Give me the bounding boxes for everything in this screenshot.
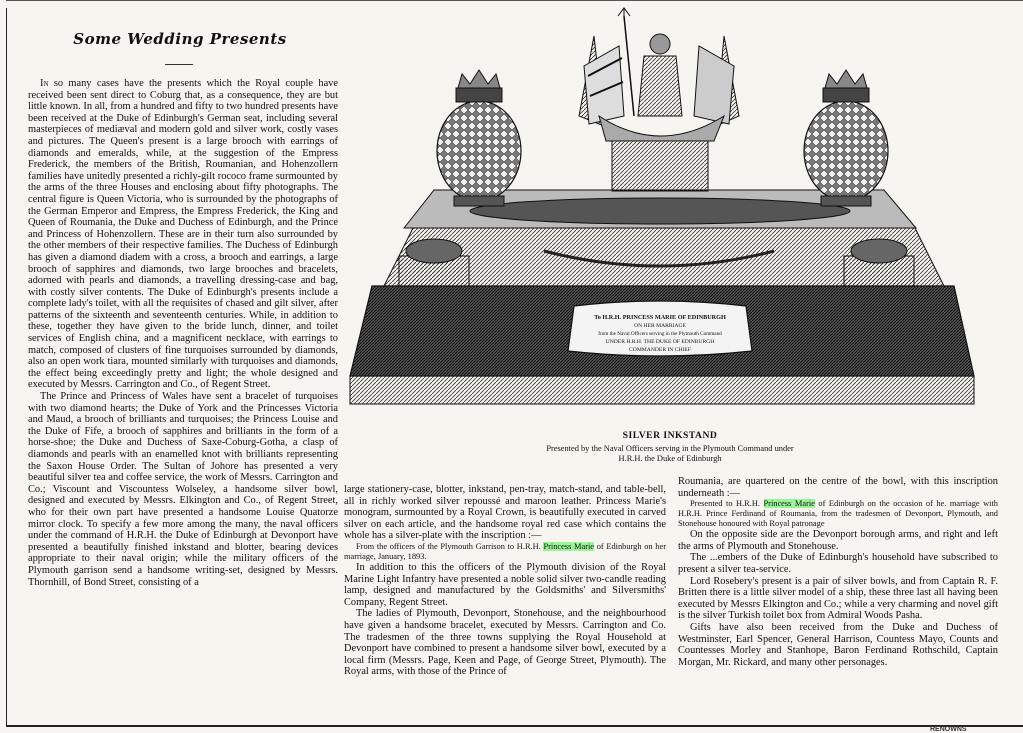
column-left — [28, 78, 338, 588]
plaque-line: UNDER H.R.H. THE DUKE OF EDINBURGH — [605, 339, 715, 345]
lion-figure-left — [399, 239, 469, 286]
left-column-rule — [6, 8, 7, 726]
next-page-fragment: RENOWNS — [930, 726, 967, 733]
paragraph: The ladies of Plymouth, Devonport, Stonehouse, and the neighbourhood have given a handsome bracelet, executed by Messrs. Carrington and Co. The tradesmen of the three towns supplying the Royal Household at Devonport have combined to present a handsome silver bowl, executed by a local firm (Messrs. Page, Keen and Page, of George Street, Plymouth). The Royal arms, with those of the Prince of — [344, 608, 666, 678]
quote-text: of Edinburgh on the occasion of he. marriage with H.R.H. Prince Ferdinand of Roumania, from the tradesmen of Devonport, Plymouth, and Stonehouse honoured with Royal patronage — [678, 499, 998, 529]
quote-text: Presented to H.R.H. — [690, 499, 764, 509]
inkstand-base — [350, 190, 974, 404]
title-divider — [165, 64, 193, 65]
paragraph-text: so many cases have the presents which the Royal couple have received been sent direct to Coburg that, as a consequence, they are but little known. In all, from a hundred and fifty to two hundred presents have been received at the Duke of Edinburgh's German seat, including several masterpieces of mediæval and modern gold and silver work, costly vases and pictures. The Queen's present is a large brooch with earrings of diamonds and emeralds, while, at the suggestion of the Empress Frederick, the members of the British, Roumanian, and Hohenzollern families have unitedly presented a richly-gilt rococo frame surmounted by the arms of the three Houses and enclosing about fifty photographs. The central figure is Queen Victoria, who is surrounded by the photographs of the German Emperor and Empress, the Empress Frederick, the King and Queen of Roumania, the Duke and Duchess of Edinburgh, and the Prince and Princess of Hohenzollern. These are in their turn also surrounded by the other members of their respective families. The Duchess of Edinburgh has given a diamond diadem with a cross, a brooch and earrings, a large brooch of sapphires and diamonds, two large brooches and bracelets, adorned with pearls and diamonds, a travelling dressing-case and bag, with costly silver contents. The Duke of Edinburgh's presents include a complete lady's toilet, with all the requisites of chased and gilt silver, after patterns of the sixteenth and seventeenth centuries. While, in addition to these, together they have given to the bride lunch, dinner, and toilet services of English china, and a magnificent necklace, with earrings to match, composed of clusters of fine turquoises surrounded by diamonds, also an open work tiara, mounted similarly with turquoises and diamonds, the effect being exceedingly pretty and light; the whole designed and executed by Messrs. Carrington and Co., of Regent Street. — [28, 78, 338, 391]
figure-caption-title: SILVER INKSTAND — [622, 430, 718, 441]
paragraph: The ...embers of the Duke of Edinburgh's household have subscribed to present a silver tea-service. — [678, 552, 998, 575]
inscription-quote — [678, 499, 998, 529]
britannia-figure — [579, 8, 739, 191]
caption-line: Presented by the Naval Officers serving in the Plymouth Command under — [546, 444, 794, 453]
plaque-line: To H.R.H. PRINCESS MARIE OF EDINBURGH — [594, 314, 726, 321]
plaque-line: COMMANDER IN CHIEF — [629, 347, 691, 353]
column-right — [678, 476, 998, 668]
paragraph — [28, 78, 338, 391]
plaque-line: from the Naval Officers serving in the Plymouth Command — [598, 331, 722, 337]
bottom-rule — [6, 725, 1023, 727]
highlighted-name: Princess Marie — [543, 541, 595, 551]
figure-caption — [480, 444, 860, 463]
silver-inkstand-engraving — [344, 6, 976, 430]
paragraph: Lord Rosebery's present is a pair of silver bowls, and from Captain R. F. Britten there is a little silver model of a ship, these three last all having been executed by Messrs Elkington and Co.; while a very charming and novel gift is the silver Turkish toilet box from Admiral Woods Pasha. — [678, 575, 998, 622]
paragraph: large stationery-case, blotter, inkstand, pen-tray, match-stand, and table-bell, all in richly worked silver repoussé and maroon leather. Princess Marie's monogram, surmounted by a Royal Crown, is beautifully executed in carved silver on each article, and the handsome royal red case which contains the whole has a silver-plate with the inscription :— — [344, 484, 666, 542]
quote-text: From the officers of the Plymouth Garrison to H.R.H. — [356, 541, 544, 551]
dedication-plaque — [568, 301, 752, 356]
plaque-line: ON HER MARRIAGE — [634, 323, 686, 329]
caption-line: H.R.H. the Duke of Edinburgh — [618, 453, 722, 463]
highlighted-name: Princess Marie — [763, 499, 815, 509]
paragraph: The Prince and Princess of Wales have sent a bracelet of turquoises with two diamond hearts; the Duke of York and the Princesses Victoria and Maud, a brooch of brilliants and turquoises; the Princess Louise and the Duke of Fife, a brooch of sapphires and brilliants in the form of a horse-shoe; the Duke and Duchess of Saxe-Coburg-Gotha, a clasp of diamonds and pearls with an enamelled knot with brilliants representing the Saxon House Order. The Sultan of Johore has presented a very beautiful silver tea and coffee service, the work of Messrs. Carrington and Co.; Viscount and Viscountess Wolseley, a handsome silver bowl, designed and executed by Messrs. Elkington and Co., of Regent Street, who for their own part have presented a handsome Louise Quatorze mirror clock. To specify a few more among the many, the naval officers under the command of H.R.H. the Duke of Edinburgh at Devonport have presented a beautifully finished inkstand and blotter, bearing devices appropriate to their naval origin; while the military officers of the Plymouth garrison send a handsome writing-set, designed by Messrs. Thornhill, of Bond Street, consisting of a — [28, 391, 338, 588]
lion-figure-right — [844, 239, 914, 286]
paragraph: On the opposite side are the Devonport borough arms, and right and left the arms of Plymouth and Stonehouse. — [678, 529, 998, 552]
paragraph: Gifts have also been received from the Duke and Duchess of Westminster, Earl Spencer, General Harrison, Countess Mayo, Counts and Countesses Morley and Stanhope, Baron Ferdinand Rothschild, Captain Morgan, Mr. Rickard, and many other personages. — [678, 621, 998, 668]
inkwell-left — [437, 70, 521, 206]
quote-text: of Edinburgh on her marriage, January, 1893. — [344, 541, 666, 561]
drop-cap: In — [40, 78, 49, 89]
article-title: Some Wedding Presents — [73, 30, 287, 48]
column-middle — [344, 484, 666, 678]
paragraph: Roumania, are quartered on the centre of the bowl, with this inscription underneath :— — [678, 476, 998, 499]
inscription-quote — [344, 542, 666, 562]
inkwell-right — [804, 70, 888, 206]
top-rule — [6, 0, 1023, 1]
paragraph: In addition to this the officers of the Plymouth division of the Royal Marine Light Infantry have presented a noble solid silver two-candle reading lamp, designed and manufactured by the Goldsmiths' and Silversmiths' Company, Regent Street. — [344, 561, 666, 608]
